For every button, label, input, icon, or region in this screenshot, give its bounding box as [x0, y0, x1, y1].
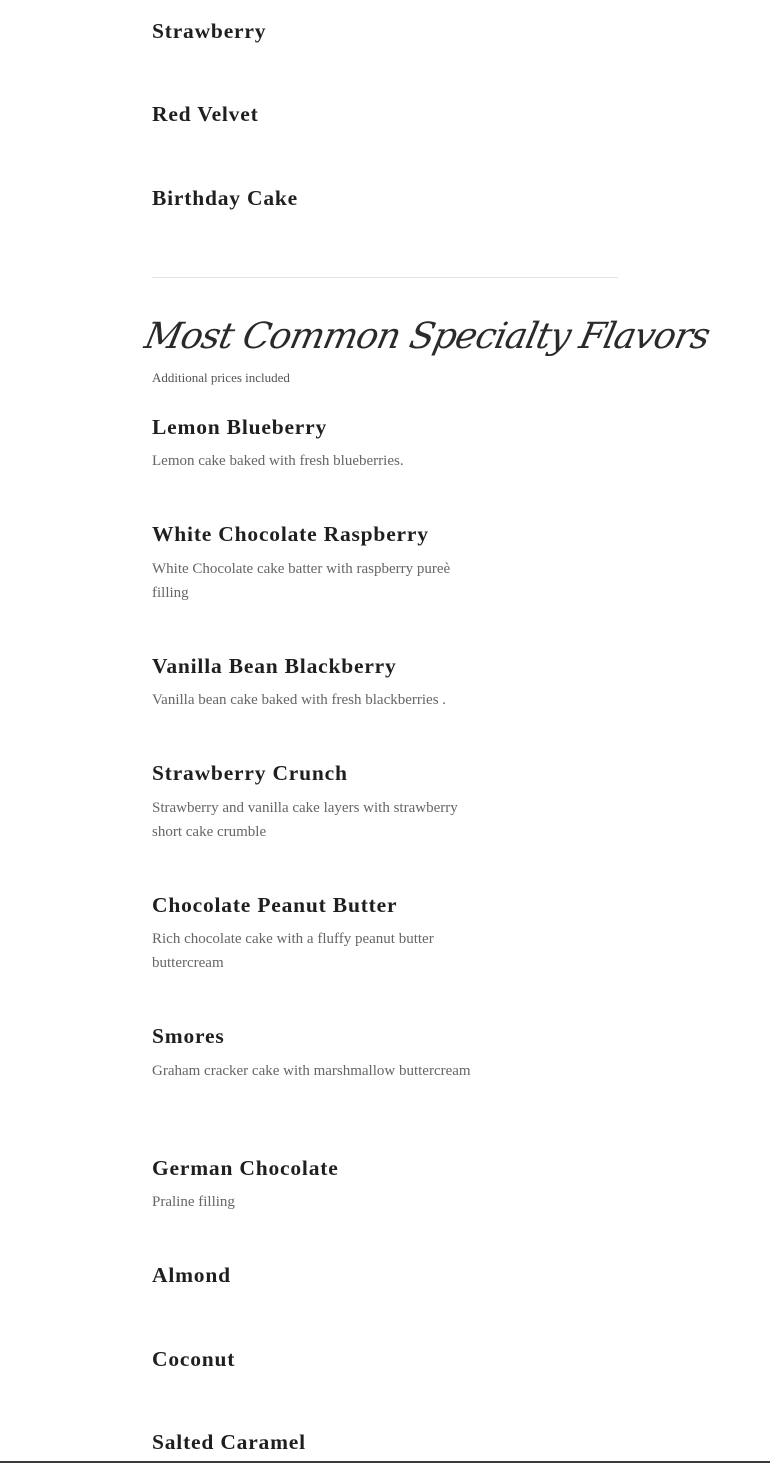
flavor-description: Rich chocolate cake with a fluffy peanut butter buttercream: [152, 931, 434, 971]
flavor-description: Graham cracker cake with marshmallow buttercream: [152, 1063, 471, 1079]
flavor-name: Coconut: [152, 1347, 236, 1371]
flavor-name: Salted Caramel: [152, 1430, 306, 1454]
flavor-description: Lemon cake baked with fresh blueberries.: [152, 453, 404, 469]
flavor-name: Vanilla Bean Blackberry: [152, 654, 397, 678]
section-title: Most Common Specialty Flavors: [141, 316, 714, 357]
flavor-name: Red Velvet: [152, 102, 259, 126]
flavor-name: White Chocolate Raspberry: [152, 522, 429, 546]
flavor-description: White Chocolate cake batter with raspberry pureè filling: [152, 561, 451, 601]
flavor-name: German Chocolate: [152, 1156, 339, 1180]
flavor-name: Chocolate Peanut Butter: [152, 893, 398, 917]
flavor-description: Praline filling: [152, 1194, 235, 1210]
flavor-name: Strawberry Crunch: [152, 761, 348, 785]
section-subtitle: Additional prices included: [152, 370, 290, 385]
flavor-description: Vanilla bean cake baked with fresh blackberries .: [152, 692, 447, 708]
flavor-name: Birthday Cake: [152, 186, 298, 210]
flavor-description: Strawberry and vanilla cake layers with strawberry short cake crumble: [152, 800, 458, 840]
flavor-name: Strawberry: [152, 19, 267, 43]
flavor-name: Almond: [152, 1263, 231, 1287]
section-divider: [152, 277, 618, 278]
flavor-name: Smores: [152, 1024, 225, 1048]
flavor-name: Lemon Blueberry: [152, 415, 328, 439]
